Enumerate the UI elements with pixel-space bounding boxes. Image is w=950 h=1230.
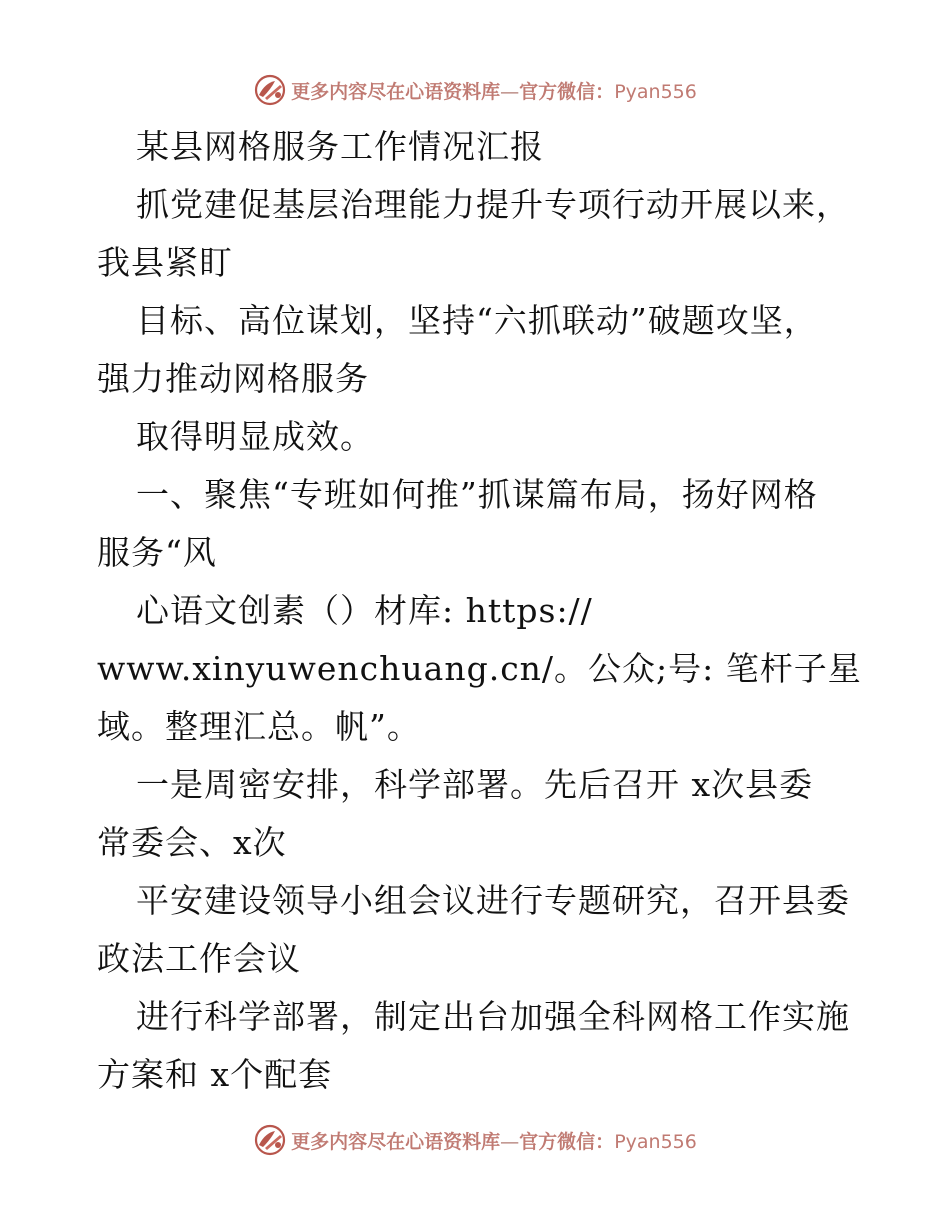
text-line: www.xinyuwenchuang.cn/。公众;号: 笔杆子星 xyxy=(97,649,862,688)
text-line: 一、聚焦“专班如何推”抓谋篇布局，扬好网格 xyxy=(136,475,818,514)
text-line: 强力推动网格服务 xyxy=(97,359,369,398)
text-line: 服务“风 xyxy=(97,533,217,572)
watermark-text xyxy=(291,1127,697,1154)
text-line: 政法工作会议 xyxy=(97,939,301,978)
text-line: 一是周密安排，科学部署。先后召开 x次县委 xyxy=(136,765,814,804)
text-line: 抓党建促基层治理能力提升专项行动开展以来， xyxy=(136,185,850,224)
watermark-wechat-label: 官方微信： xyxy=(519,80,615,103)
text-line: 目标、高位谋划，坚持“六抓联动”破题攻坚， xyxy=(136,301,818,340)
text-line: 方案和 x个配套 xyxy=(97,1055,333,1094)
watermark-wechat-label: 官方微信： xyxy=(519,1130,615,1153)
header-watermark-banner xyxy=(0,70,950,110)
pen-logo-icon xyxy=(253,73,287,107)
watermark-wechat-id: Pyan556 xyxy=(614,1130,697,1153)
watermark-main: 更多内容尽在心语资料库 xyxy=(291,1130,501,1153)
text-line: 域。整理汇总。帆”。 xyxy=(97,707,421,746)
pen-logo-icon xyxy=(253,1123,287,1157)
footer-watermark-banner xyxy=(0,1120,950,1160)
document-body xyxy=(97,118,897,1104)
text-line: 进行科学部署，制定出台加强全科网格工作实施 xyxy=(136,997,850,1036)
watermark-text xyxy=(291,77,697,104)
text-line: 平安建设领导小组会议进行专题研究，召开县委 xyxy=(136,881,850,920)
watermark-separator: — xyxy=(500,80,520,103)
text-line: 常委会、x次 xyxy=(97,823,287,862)
text-line: 取得明显成效。 xyxy=(136,417,374,456)
document-title: 某县网格服务工作情况汇报 xyxy=(136,127,544,166)
text-line: 我县紧盯 xyxy=(97,243,233,282)
text-line: 心语文创素（）材库: https:// xyxy=(136,591,593,630)
watermark-separator: — xyxy=(500,1130,520,1153)
watermark-main: 更多内容尽在心语资料库 xyxy=(291,80,501,103)
watermark-wechat-id: Pyan556 xyxy=(614,80,697,103)
